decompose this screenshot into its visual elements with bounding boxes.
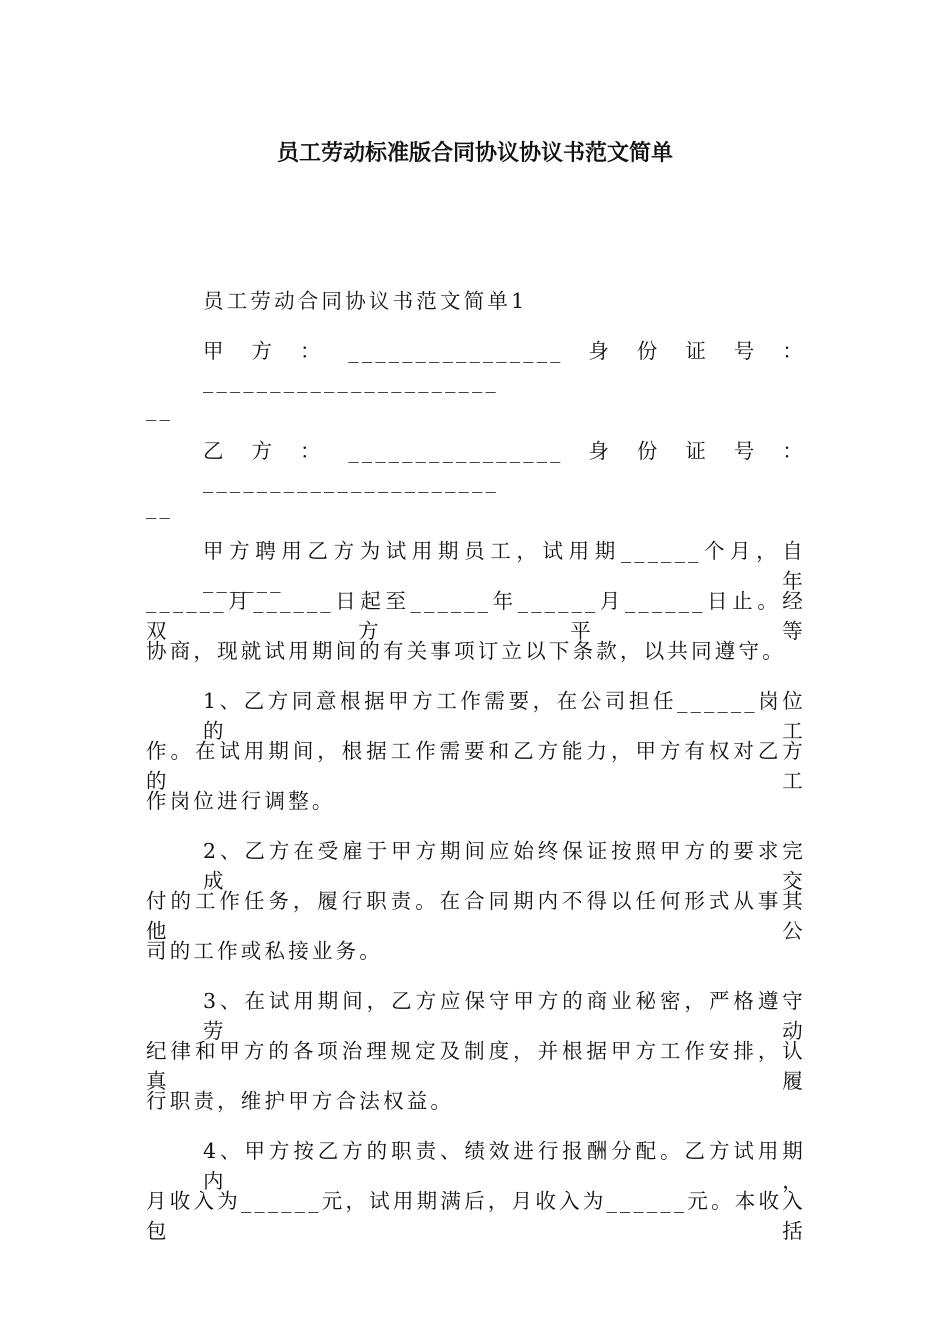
paragraph-line: 4、甲方按乙方的职责、绩效进行报酬分配。乙方试用期内， [203,1139,806,1193]
party-a-line-continued: __ [146,397,173,421]
party-a-line: 甲方：________________身份证号：______________________ [203,339,806,393]
party-b-line-continued: __ [146,495,173,519]
paragraph-line: 司的工作或私接业务。 [146,939,383,963]
paragraph-line: 付的工作任务，履行职责。在合同期内不得以任何形式从事其他公 [146,889,806,943]
paragraph-line: 纪律和甲方的各项治理规定及制度，并根据甲方工作安排，认真履 [146,1039,806,1093]
document-title: 员工劳动标准版合同协议协议书范文简单 [276,141,673,166]
paragraph-line: 协商，现就试用期间的有关事项订立以下条款，以共同遵守。 [146,639,786,663]
paragraph-line: 1、乙方同意根据甲方工作需要，在公司担任______岗位的工 [203,689,806,743]
paragraph-line: 行职责，维护甲方合法权益。 [146,1089,455,1113]
paragraph-line: 作岗位进行调整。 [146,789,336,813]
paragraph-line: 月收入为______元，试用期满后，月收入为______元。本收入包括 [146,1189,806,1243]
party-b-line: 乙方：________________身份证号：______________________ [203,439,806,493]
paragraph-line: ______月______日起至______年______月______日止。经双方平等 [146,589,806,643]
paragraph-line: 3、在试用期间，乙方应保守甲方的商业秘密，严格遵守劳动 [203,989,806,1043]
paragraph-line: 作。在试用期间，根据工作需要和乙方能力，甲方有权对乙方的工 [146,739,806,793]
paragraph-line: 2、乙方在受雇于甲方期间应始终保证按照甲方的要求完成交 [203,839,806,893]
paragraph-line: 甲方聘用乙方为试用期员工，试用期______个月，自______年 [203,539,806,593]
section-heading: 员工劳动合同协议书范文简单1 [203,289,528,313]
